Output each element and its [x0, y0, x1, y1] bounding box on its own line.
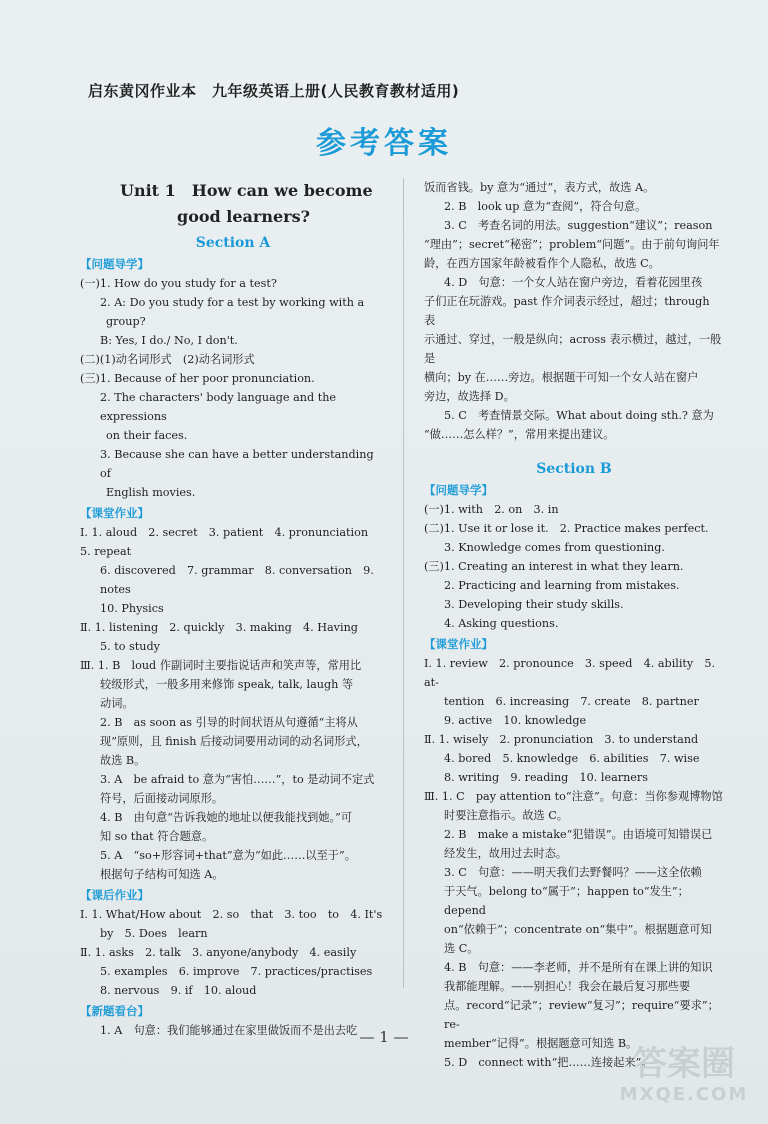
watermark-text: 答案圈: [633, 1044, 735, 1084]
answer-line: (二)1. Use it or lose it. 2. Practice makes perfect.: [424, 522, 709, 535]
answer-line: 现”原则，且 finish 后接动词要用动词的动名词形式，: [100, 735, 368, 748]
answer-line: 10. Physics: [100, 602, 164, 615]
unit-title-line2: good learners?: [177, 207, 310, 226]
answer-line: B: Yes, I do./ No, I don't.: [100, 334, 238, 347]
answer-line: 6. discovered 7. grammar 8. conversation 9. notes: [100, 564, 378, 596]
answer-line: 2. A: Do you study for a test by working with a: [100, 296, 365, 309]
answer-line: 5. examples 6. improve 7. practices/practises: [100, 965, 373, 978]
answer-line: on“依赖于”；concentrate on“集中”。根据题意可知: [444, 923, 712, 936]
answer-line: 9. active 10. knowledge: [444, 714, 587, 727]
answer-line: Ⅲ. 1. C pay attention to“注意”。句意：当你参观博物馆: [424, 790, 723, 803]
answer-line: 横向；by 在……旁边。根据题干可知一个女人站在窗户: [424, 371, 699, 384]
answer-line: 3. C 句意：——明天我们去野餐吗？——这全依赖: [444, 866, 702, 879]
answer-line: “理由”；secret“秘密”；problem“问题”。由于前句询问年: [424, 238, 720, 251]
answer-line: “做……怎么样？”，常用来提出建议。: [424, 428, 615, 441]
answer-line: 动词。: [100, 697, 134, 710]
answer-line: 2. B look up 意为“查阅”，符合句意。: [444, 200, 647, 213]
answer-line: English movies.: [106, 486, 196, 499]
answer-line: 根据句子结构可知选 A。: [100, 868, 224, 881]
answer-line: 时要注意指示。故选 C。: [444, 809, 568, 822]
unit-title-line1: Unit 1 How can we become: [120, 181, 373, 200]
answer-line: 4. B 句意：——李老师，并不是所有在课上讲的知识: [444, 961, 713, 974]
answer-line: group?: [106, 315, 146, 328]
page-number: — 1 —: [359, 1028, 409, 1046]
answer-line: 示通过、穿过，一般是纵向；across 表示横过，越过，一般是: [424, 333, 722, 365]
answer-line: Ⅱ. 1. asks 2. talk 3. anyone/anybody 4. easily: [80, 946, 357, 959]
answer-line: (三)1. Creating an interest in what they learn.: [424, 560, 684, 573]
answer-line: 符号，后面接动词原形。: [100, 792, 224, 805]
answer-line: 5. C 考查情景交际。What about doing sth.? 意为: [444, 409, 714, 422]
answer-line: 8. nervous 9. if 10. aloud: [100, 984, 257, 997]
answer-line: Ⅱ. 1. wisely 2. pronunciation 3. to understand: [424, 733, 699, 746]
tag-ketang-zuoye-b: 【课堂作业】: [424, 637, 493, 651]
answer-line: 经发生，故用过去时态。: [444, 847, 568, 860]
answer-line: 4. Asking questions.: [444, 617, 559, 630]
tag-kehou-zuoye: 【课后作业】: [80, 888, 149, 902]
answer-line: 3. A be afraid to 意为“害怕……”，to 是动词不定式: [100, 773, 375, 786]
answer-line: 子们正在玩游戏。past 作介词表示经过，超过；through 表: [424, 295, 714, 327]
answer-line: 2. B make a mistake“犯错误”。由语境可知错误已: [444, 828, 713, 841]
answer-line: 龄，在西方国家年龄被看作个人隐私，故选 C。: [424, 257, 660, 270]
answer-line: Ⅰ. 1. aloud 2. secret 3. patient 4. pronunciation 5. repeat: [80, 526, 380, 558]
answer-line: by 5. Does learn: [100, 927, 208, 940]
site-watermark-logo: [618, 1044, 750, 1116]
answer-line: 知 so that 符合题意。: [100, 830, 214, 843]
answer-line: Ⅱ. 1. listening 2. quickly 3. making 4. Having: [80, 621, 358, 634]
answer-line: 1. A 句意：我们能够通过在家里做饭而不是出去吃: [100, 1024, 358, 1037]
answer-line: 2. Practicing and learning from mistakes.: [444, 579, 680, 592]
answer-line: 2. The characters' body language and the expressions: [100, 391, 340, 423]
section-a-title: Section A: [195, 235, 271, 251]
answer-line: (三)1. Because of her poor pronunciation.: [80, 372, 315, 385]
page-title: 参考答案: [316, 126, 452, 161]
tag-ketang-zuoye: 【课堂作业】: [80, 506, 149, 520]
answer-line: (一)1. How do you study for a test?: [80, 277, 277, 290]
unit-title: [80, 178, 386, 230]
answer-line: tention 6. increasing 7. create 8. partner: [444, 695, 699, 708]
answer-line: 5. D connect with“把……连接起来”。: [444, 1056, 653, 1069]
right-column: [424, 178, 724, 1072]
column-divider: [403, 178, 404, 988]
answer-line: (二)(1)动名词形式 (2)动名词形式: [80, 353, 255, 366]
answer-line: 旁边，故选择 D。: [424, 390, 515, 403]
answer-line: 故选 B。: [100, 754, 146, 767]
answer-line: on their faces.: [106, 429, 188, 442]
answer-line: Ⅲ. 1. B loud 作副词时主要指说话声和笑声等，常用比: [80, 659, 362, 672]
tag-xinti-kantai: 【新题看台】: [80, 1004, 149, 1018]
book-header: 启东黄冈作业本 九年级英语上册(人民教育教材适用): [88, 82, 460, 100]
tag-wenti-daoxue-b: 【问题导学】: [424, 483, 493, 497]
tag-wenti-daoxue: 【问题导学】: [80, 257, 149, 271]
answer-line: 4. D 句意：一个女人站在窗户旁边，看着花园里孩: [444, 276, 703, 289]
answer-line: 我都能理解。——别担心！我会在最后复习那些要: [444, 980, 691, 993]
answer-line: 5. to study: [100, 640, 160, 653]
answer-line: 较级形式，一般多用来修饰 speak, talk, laugh 等: [100, 678, 354, 691]
answer-line: 4. B 由句意“告诉我她的地址以便我能找到她。”可: [100, 811, 353, 824]
section-b-title: Section B: [536, 461, 612, 477]
answer-line: 点。record“记录”；review“复习”；require“要求”；re-: [444, 999, 719, 1031]
watermark-url: MXQE.COM: [619, 1084, 749, 1105]
answer-line: 选 C。: [444, 942, 479, 955]
answer-line: 3. Knowledge comes from questioning.: [444, 541, 665, 554]
answer-line: 4. bored 5. knowledge 6. abilities 7. wise: [444, 752, 700, 765]
answer-line: member“记得”。根据题意可知选 B。: [444, 1037, 638, 1050]
answer-line: 5. A “so+形容词+that”意为“如此……以至于”。: [100, 849, 356, 862]
answer-line: Ⅰ. 1. What/How about 2. so that 3. too to 4. It's: [80, 908, 383, 921]
answer-line: 3. Developing their study skills.: [444, 598, 624, 611]
answer-line: 于天气。belong to“属于”；happen to“发生”；depend: [444, 885, 689, 917]
answer-line: 8. writing 9. reading 10. learners: [444, 771, 649, 784]
left-column: [80, 178, 386, 1040]
answer-line: (一)1. with 2. on 3. in: [424, 503, 559, 516]
answer-line: 3. Because she can have a better understanding of: [100, 448, 378, 480]
answer-line: 饭而省钱。by 意为“通过”，表方式，故选 A。: [424, 181, 655, 194]
answer-line: Ⅰ. 1. review 2. pronounce 3. speed 4. ability 5. at-: [424, 657, 719, 689]
answer-line: 2. B as soon as 引导的时间状语从句遵循“主将从: [100, 716, 358, 729]
answer-line: 3. C 考查名词的用法。suggestion“建议”；reason: [444, 219, 713, 232]
